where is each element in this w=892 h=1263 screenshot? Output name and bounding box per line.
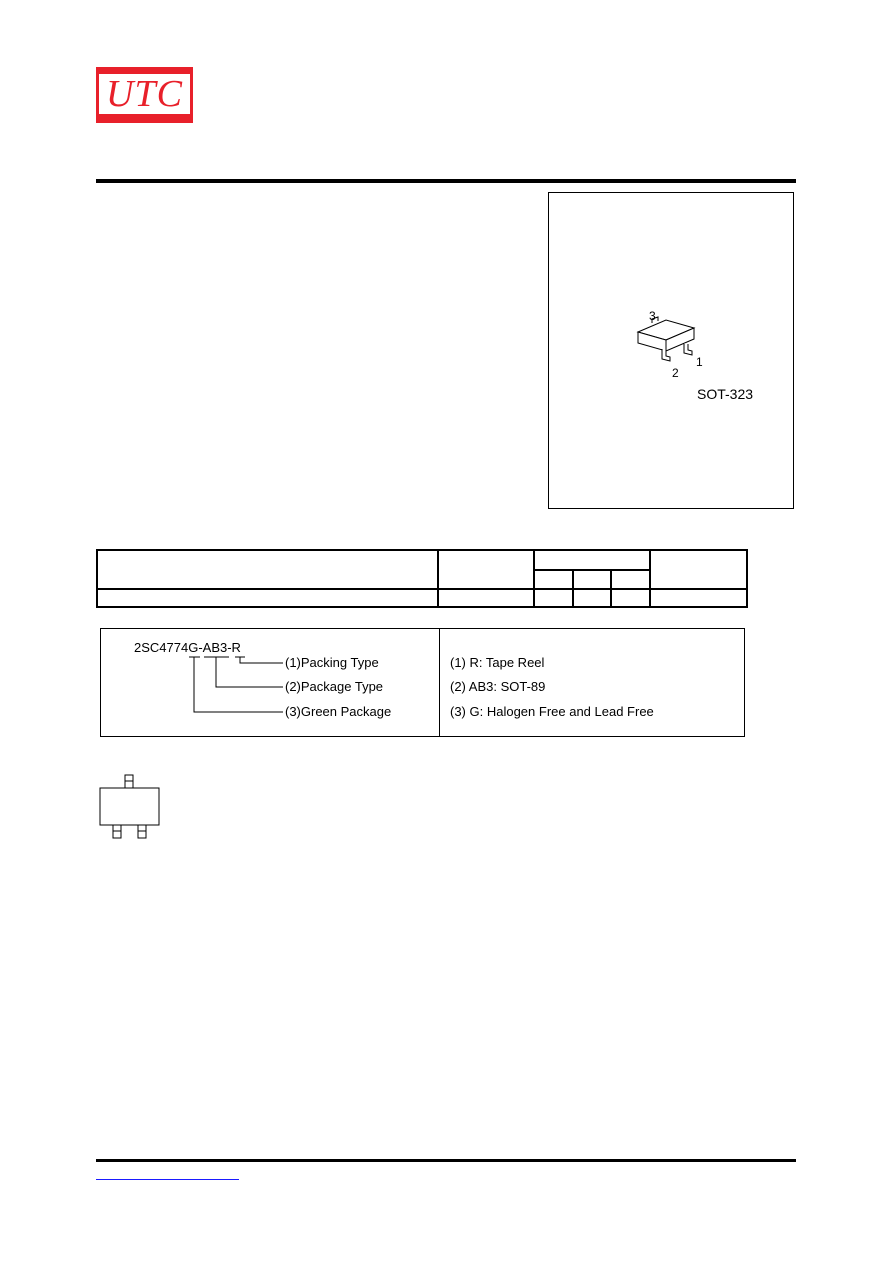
callout-lines: [100, 628, 440, 737]
table-cell: [97, 589, 438, 607]
ordering-table: [96, 549, 746, 608]
table-header-cell: [97, 550, 438, 589]
table-cell: [573, 589, 611, 607]
pin-3-label: 3: [649, 309, 656, 323]
table-subheader-cell: [534, 570, 573, 590]
callout-packing-type: (1)Packing Type: [285, 655, 379, 670]
header-rule: [96, 179, 796, 183]
table-cell: [650, 589, 747, 607]
logo-text: UTC: [106, 73, 183, 115]
table-cell: [438, 589, 534, 607]
pin-1-label: 1: [696, 355, 703, 369]
desc-packing-type: (1) R: Tape Reel: [450, 655, 545, 670]
pin-2-label: 2: [672, 366, 679, 380]
logo-inner: [99, 74, 190, 114]
footer-rule: [96, 1159, 796, 1162]
website-link-underline[interactable]: [96, 1179, 239, 1180]
desc-green-package: (3) G: Halogen Free and Lead Free: [450, 704, 654, 719]
utc-logo: [96, 67, 193, 123]
table-header-cell: [650, 550, 747, 589]
pin-configuration-icon: [98, 772, 162, 840]
part-number: 2SC4774G-AB3-R: [134, 640, 241, 655]
table-header-cell: [534, 550, 650, 570]
package-name: SOT-323: [697, 386, 754, 402]
table-cell: [611, 589, 650, 607]
table-subheader-cell: [611, 570, 650, 590]
table-cell: [534, 589, 573, 607]
table-header-cell: [438, 550, 534, 589]
callout-package-type: (2)Package Type: [285, 679, 384, 694]
desc-package-type: (2) AB3: SOT-89: [450, 679, 546, 694]
callout-green-package: (3)Green Package: [285, 704, 392, 719]
table-subheader-cell: [573, 570, 611, 590]
